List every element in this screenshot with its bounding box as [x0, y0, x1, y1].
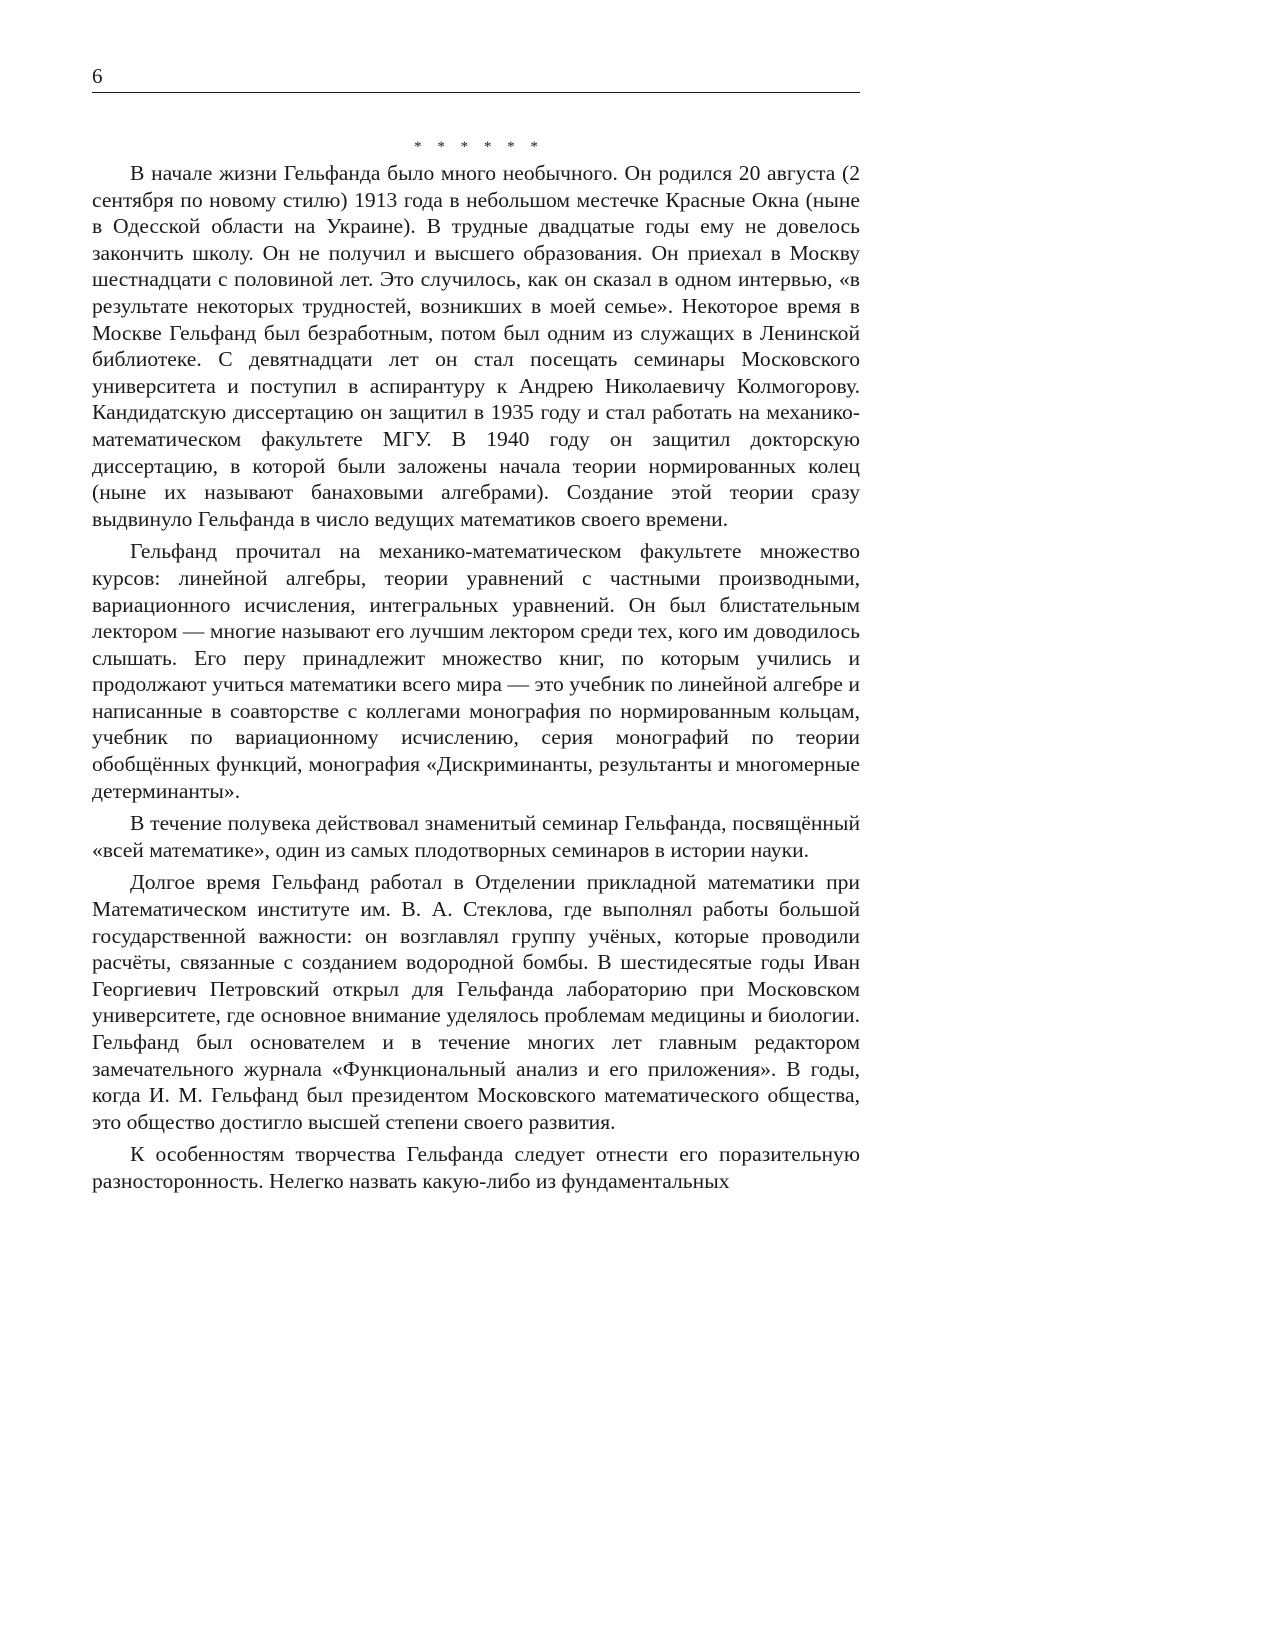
paragraph-1: В начале жизни Гельфанда было много необычного. Он родился 20 августа (2 сентября по новому стилю) 1913 года в небольшом местечке Красные Окна (ныне в Одесской области на Украине). В трудные двадцатые годы ему не довелось закончить школу. Он не получил и высшего образования. Он приехал в Москву шестнадцати с половиной лет. Это случилось, как он сказал в одном интервью, «в результате некоторых трудностей, возникших в моей семье». Некоторое время в Москве Гельфанд был безработным, потом был одним из служащих в Ленинской библиотеке. С девятнадцати лет он стал посещать семинары Московского университета и поступил в аспирантуру к Андрею Николаевичу Колмогорову. Кандидатскую диссертацию он защитил в 1935 году и стал работать на механико-математическом факультете МГУ. В 1940 году он защитил докторскую диссертацию, в которой были заложены начала теории нормированных колец (ныне их называют банаховыми алгебрами). Создание этой теории сразу выдвинуло Гельфанда в число ведущих математиков своего времени. — [92, 161, 860, 531]
page-number: 6 — [92, 64, 103, 88]
body-text — [92, 134, 860, 1201]
paragraph-2: Гельфанд прочитал на механико-математическом факультете множество курсов: линейной алгебры, теории уравнений с частными производными, вариационного исчисления, интегральных уравнений. Он был блистательным лектором — многие называют его лучшим лектором среди тех, кого им доводилось слышать. Его перу принадлежит множество книг, по которым учились и продолжают учиться математики всего мира — это учебник по линейной алгебре и написанные в соавторстве с коллегами монография по нормированным кольцам, учебник по вариационному исчислению, серия монографий по теории обобщённых функций, монография «Дискриминанты, результанты и многомерные детерминанты». — [92, 539, 860, 803]
section-separator: * * * * * * — [414, 139, 544, 155]
paragraph-3: В течение полувека действовал знаменитый семинар Гельфанда, посвящённый «всей математике», один из самых плодотворных семинаров в истории науки. — [92, 811, 860, 862]
paragraph-5: К особенностям творчества Гельфанда следует отнести его поразительную разносторонность. Нелегко назвать какую-либо из фундаментальных — [92, 1142, 860, 1193]
header-rule — [92, 92, 860, 93]
paragraph-4: Долгое время Гельфанд работал в Отделении прикладной математики при Математическом институте им. В. А. Стеклова, где выполнял работы большой государственной важности: он возглавлял группу учёных, которые проводили расчёты, связанные с созданием водородной бомбы. В шестидесятые годы Иван Георгиевич Петровский открыл для Гельфанда лабораторию при Московском университете, где основное внимание уделялось проблемам медицины и биологии. Гельфанд был основателем и в течение многих лет главным редактором замечательного журнала «Функциональный анализ и его приложения». В годы, когда И. М. Гельфанд был президентом Московского математического общества, это общество достигло высшей степени своего развития. — [92, 870, 860, 1134]
